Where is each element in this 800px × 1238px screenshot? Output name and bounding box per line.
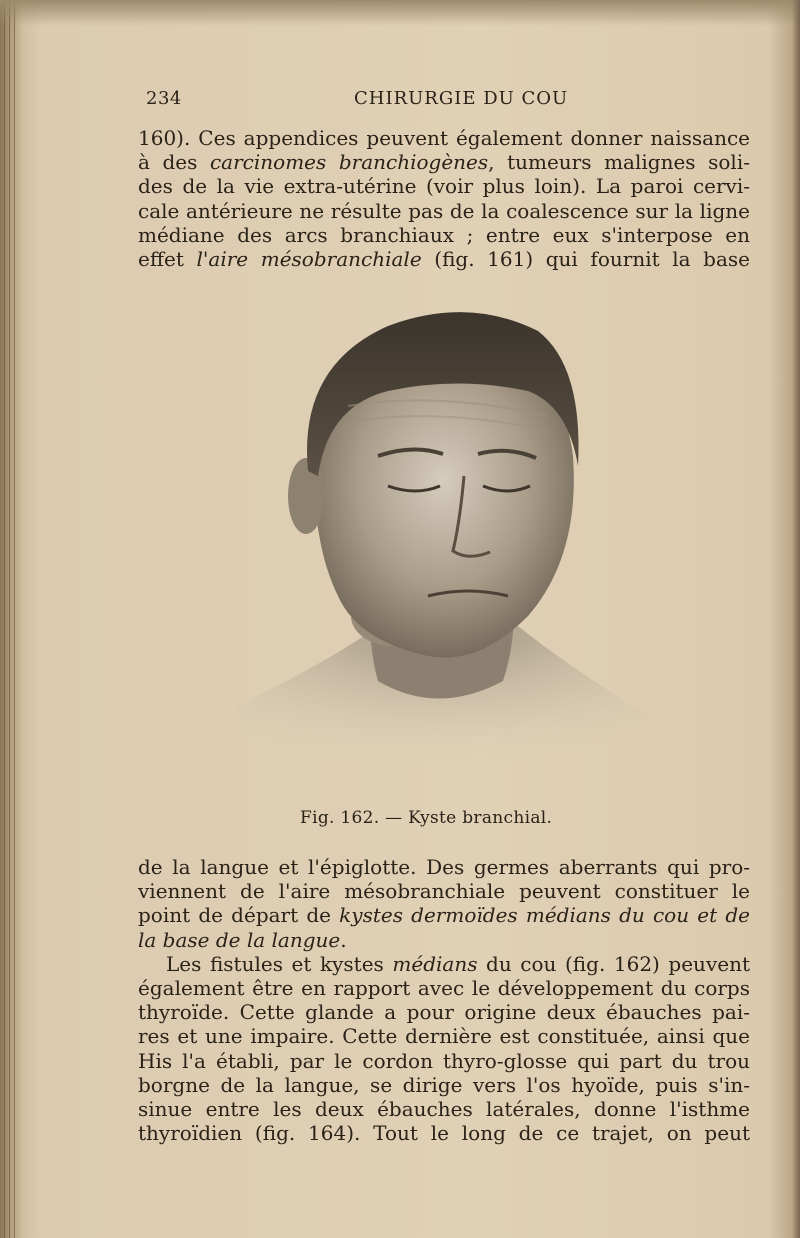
text-run: Les fistules et kystes [166, 951, 393, 976]
book-binding-edge [0, 0, 22, 1238]
text-run: également être en rapport avec le développement du corps [138, 975, 750, 1000]
italic-term: carcinomes branchiogènes [209, 150, 489, 175]
binding-fold-line [4, 0, 5, 1238]
portrait-photo [228, 296, 654, 788]
text-run: du cou (fig. 162) peuvent [477, 951, 750, 976]
italic-term: kystes dermoïdes médians du cou et de [339, 903, 750, 928]
top-paragraph [138, 126, 750, 271]
text-line [138, 1000, 750, 1024]
text-run: de la langue et l'épiglotte. Des germes aberrants qui pro- [138, 855, 750, 879]
text-line [138, 126, 750, 150]
text-run: viennent de l'aire mésobranchiale peuvent constituer le [138, 879, 750, 904]
text-run: médiane des arcs branchiaux ; entre eux s'interpose en [138, 222, 750, 247]
text-line [138, 855, 750, 879]
text-line [138, 952, 750, 976]
text-run: His l'a établi, par le cordon thyro-glosse qui part du trou [138, 1048, 750, 1073]
text-run: cale antérieure ne résulte pas de la coalescence sur la ligne [138, 198, 750, 223]
figure-photograph [228, 296, 654, 788]
text-run: point de départ de [138, 903, 340, 928]
right-page-edge [792, 0, 800, 1238]
text-run: . [340, 927, 347, 952]
top-page-shadow [0, 0, 800, 26]
text-line [138, 247, 750, 271]
text-run: à des [138, 150, 210, 175]
text-run: des de la vie extra-utérine (voir plus loin). La paroi cervi- [138, 174, 750, 199]
page-number: 234 [146, 88, 182, 109]
text-line [138, 174, 750, 198]
text-line [138, 1024, 750, 1048]
text-line [138, 903, 750, 927]
text-run: borgne de la langue, se dirige vers l'os hyoïde, puis s'in- [138, 1072, 750, 1097]
text-run: effet [138, 246, 197, 271]
italic-term: l'aire mésobranchiale [196, 246, 422, 271]
text-line [138, 199, 750, 223]
text-run: res et une impaire. Cette dernière est constituée, ainsi que [138, 1024, 750, 1049]
text-line [138, 976, 750, 1000]
text-run: 160). Ces appendices peuvent également donner naissance [138, 126, 750, 150]
text-run: sinue entre les deux ébauches latérales, donne l'isthme [138, 1096, 750, 1121]
italic-term: médians [392, 951, 478, 976]
binding-fold-line [14, 0, 15, 1238]
text-line [138, 223, 750, 247]
text-run: , tumeurs malignes soli- [488, 150, 750, 175]
running-header [146, 88, 746, 112]
text-line [138, 928, 750, 952]
running-title: CHIRURGIE DU COU [354, 88, 569, 109]
figure-caption: Fig. 162. — Kyste branchial. [300, 808, 553, 828]
italic-term: la base de la langue [138, 927, 341, 952]
text-line [138, 1121, 750, 1145]
text-run: thyroïdien (fig. 164). Tout le long de ce trajet, on peut [138, 1121, 750, 1146]
text-line [138, 150, 750, 174]
binding-fold-line [9, 0, 10, 1238]
text-line [138, 1073, 750, 1097]
text-line [138, 1049, 750, 1073]
text-run: thyroïde. Cette glande a pour origine deux ébauches pai- [138, 1000, 750, 1025]
text-line [138, 879, 750, 903]
bottom-paragraph [138, 855, 750, 1145]
text-run: (fig. 161) qui fournit la base [421, 246, 750, 271]
text-line [138, 1097, 750, 1121]
